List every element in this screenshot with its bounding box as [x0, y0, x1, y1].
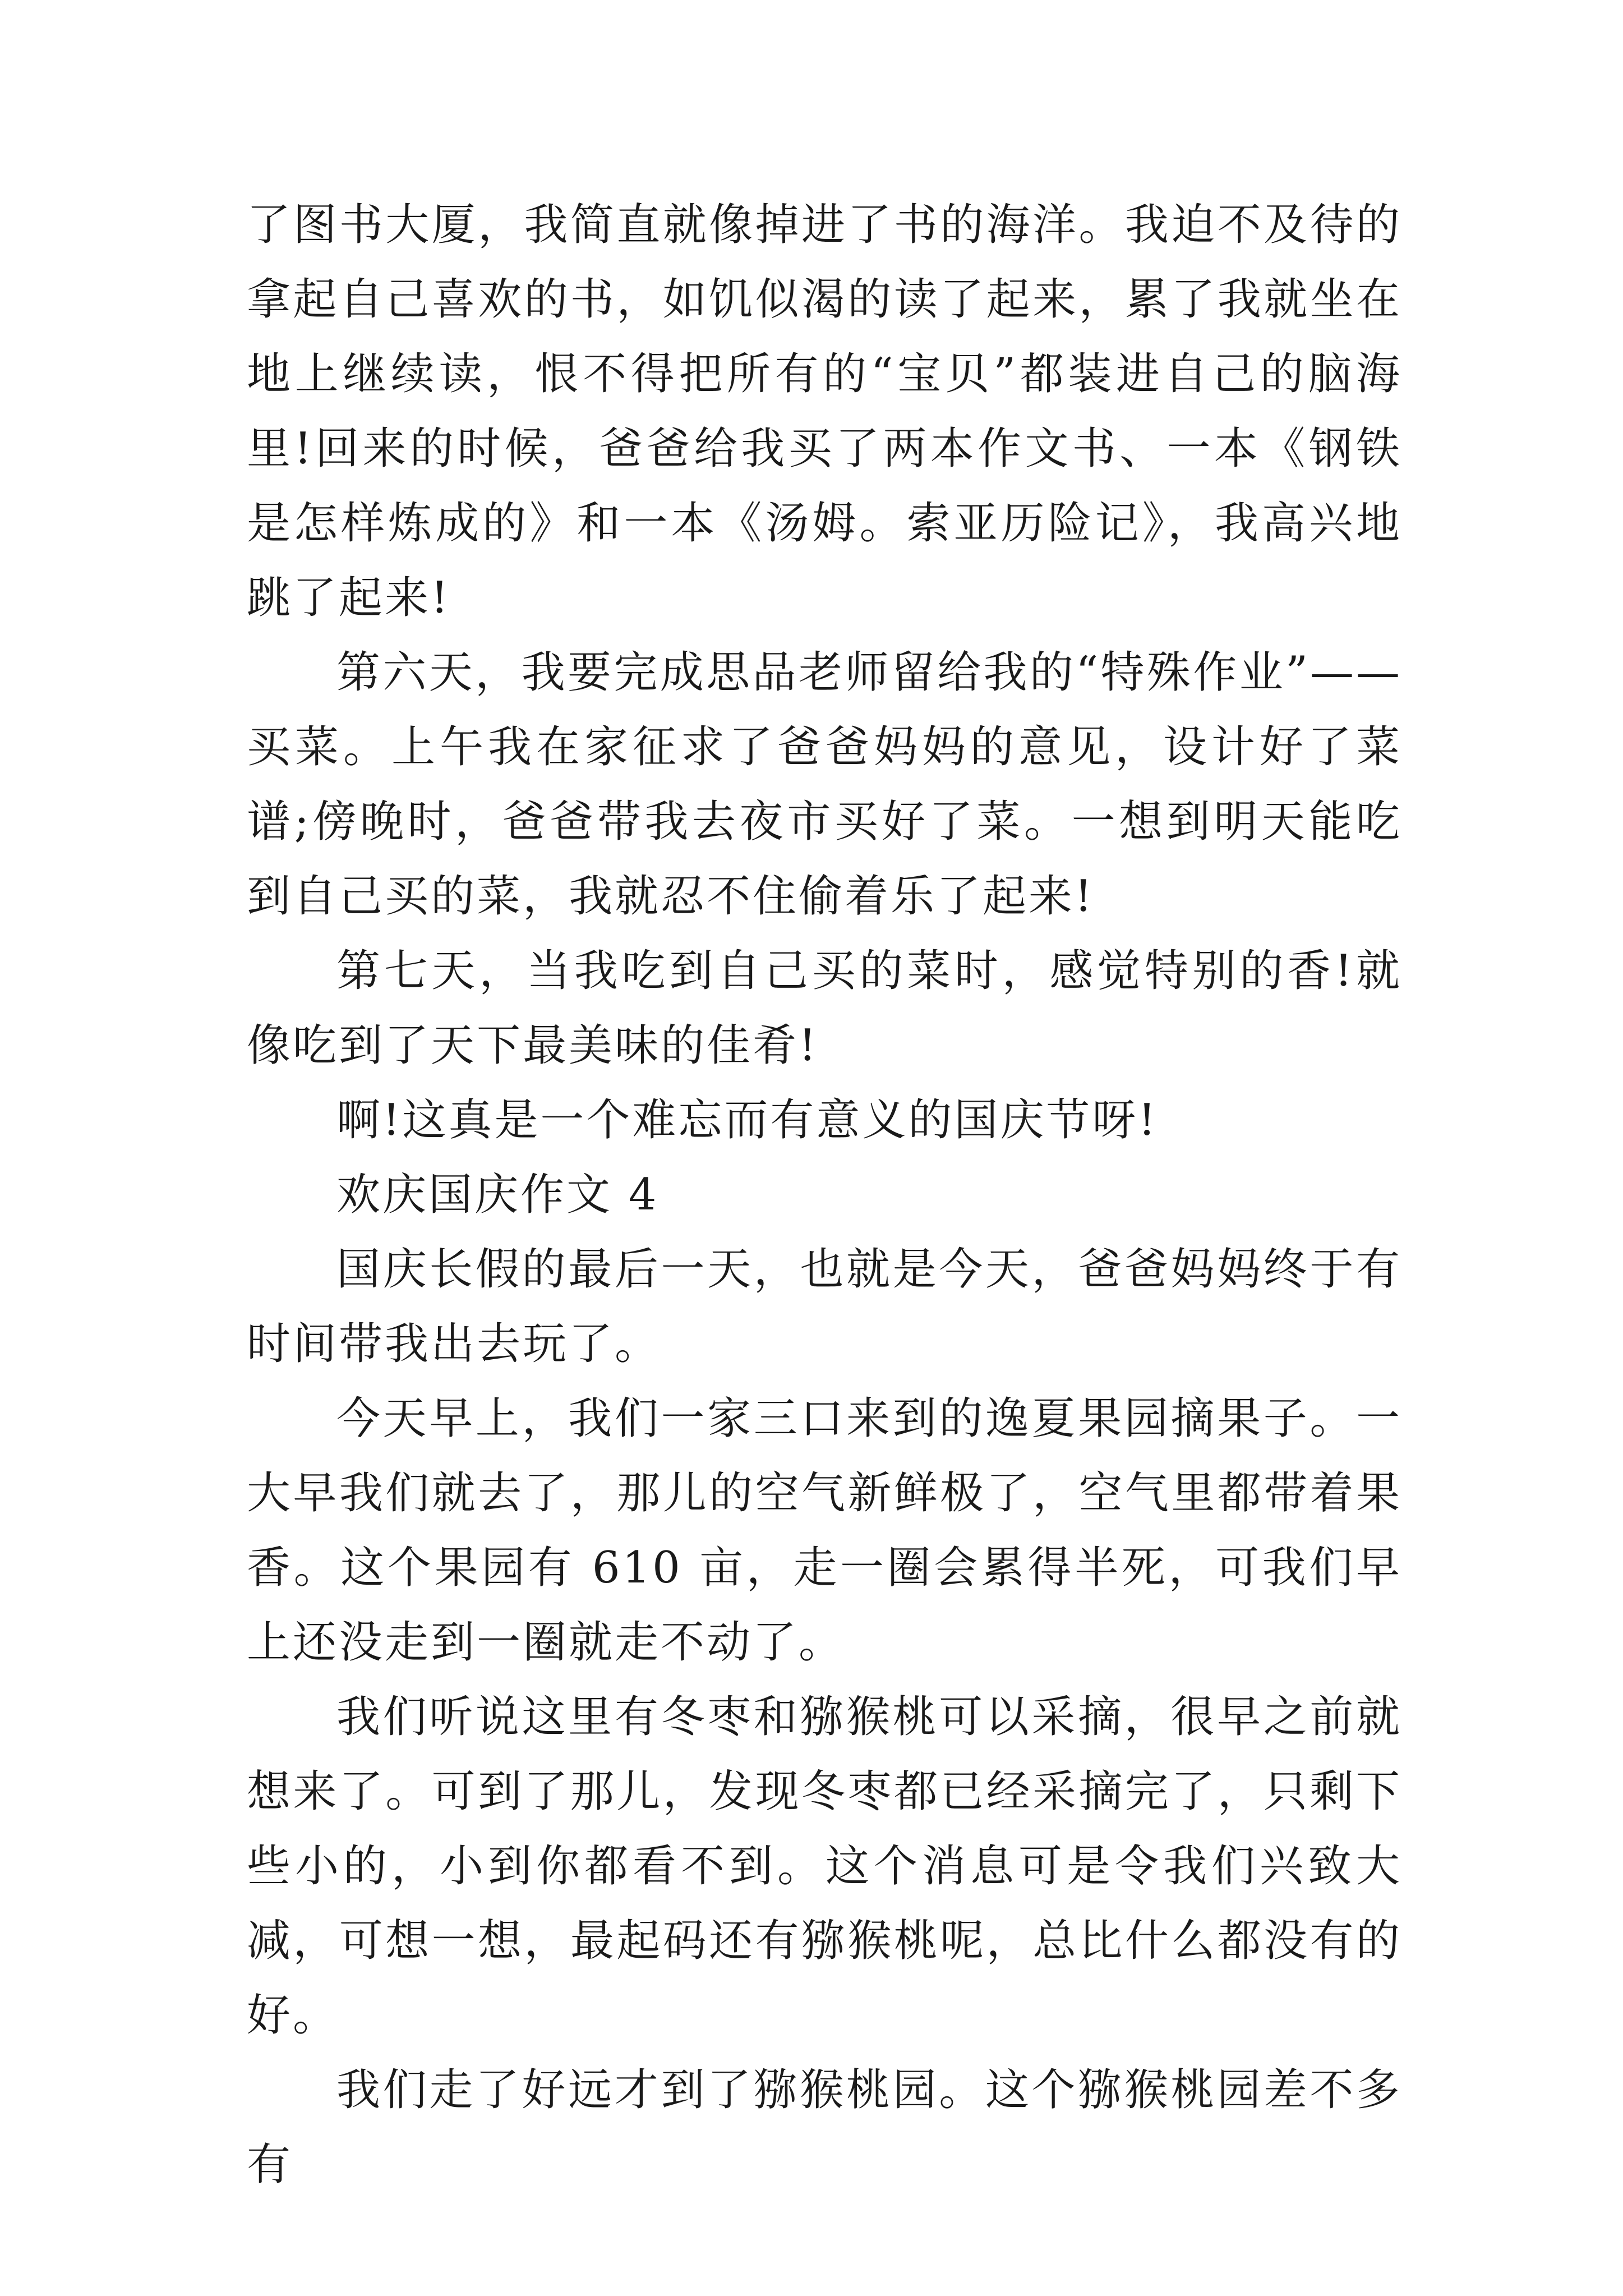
paragraph-8: 我们听说这里有冬枣和猕猴桃可以采摘，很早之前就想来了。可到了那儿，发现冬枣都已经采摘完了，只剩下些小的，小到你都看不到。这个消息可是令我们兴致大减，可想一想，最起码还有猕猴桃呢，总比什么都没有的好。	[247, 1692, 1402, 2041]
document-body	[247, 188, 1402, 2202]
paragraph-6: 国庆长假的最后一天，也就是今天，爸爸妈妈终于有时间带我出去玩了。	[247, 1244, 1402, 1369]
paragraph-2: 第六天，我要完成思品老师留给我的“特殊作业”——买菜。上午我在家征求了爸爸妈妈的意见，设计好了菜谱;傍晚时，爸爸带我去夜市买好了菜。一想到明天能吃到自己买的菜，我就忍不住偷着乐了起来!	[247, 647, 1402, 922]
paragraph-4: 啊!这真是一个难忘而有意义的国庆节呀!	[336, 1095, 1158, 1145]
paragraph-7: 今天早上，我们一家三口来到的逸夏果园摘果子。一大早我们就去了，那儿的空气新鲜极了，空气里都带着果香。这个果园有 610 亩，走一圈会累得半死，可我们早上还没走到一圈就走不动了。	[247, 1393, 1402, 1668]
paragraph-9: 我们走了好远才到了猕猴桃园。这个猕猴桃园差不多有	[247, 2065, 1402, 2190]
paragraph-1: 了图书大厦，我简直就像掉进了书的海洋。我迫不及待的拿起自己喜欢的书，如饥似渴的读了起来，累了我就坐在地上继续读，恨不得把所有的“宝贝”都装进自己的脑海里!回来的时候，爸爸给我买了两本作文书、一本《钢铁是怎样炼成的》和一本《汤姆。索亚历险记》，我高兴地跳了起来!	[247, 200, 1402, 623]
section-heading: 欢庆国庆作文 4	[336, 1170, 659, 1220]
paragraph-3: 第七天，当我吃到自己买的菜时，感觉特别的香!就像吃到了天下最美味的佳肴!	[247, 946, 1402, 1071]
